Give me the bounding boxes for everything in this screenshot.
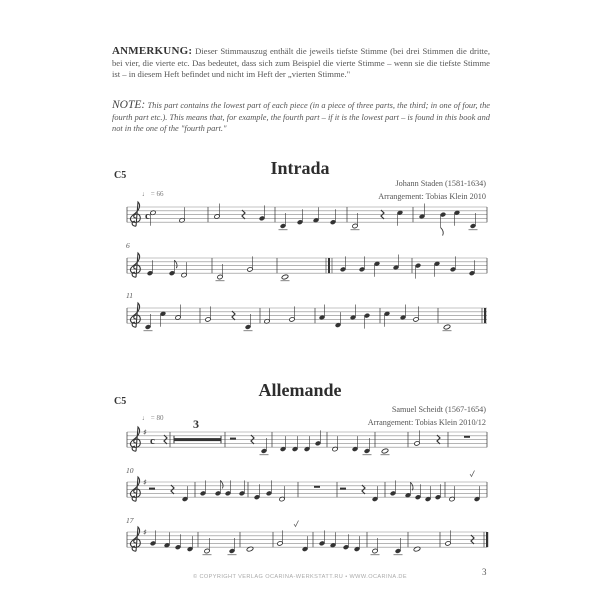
german-note-label: ANMERKUNG:	[112, 45, 193, 57]
arrangement: Arrangement: Tobias Klein 2010/12	[367, 417, 486, 427]
breath-mark-icon	[470, 471, 475, 477]
tempo-marking: ♩ = 80	[142, 414, 164, 422]
measure-number: 11	[126, 291, 133, 300]
english-note-label: NOTE:	[112, 99, 146, 111]
note-flag	[410, 482, 413, 490]
key-signature-sharp: ♯	[143, 478, 147, 487]
english-note-text: This part contains the lowest part of each piece (in a piece of three parts, the third; in one of four, the fourth part etc.). This means that, for example, the fourth part – if it is the lowest part – is found in this book and not in the one of the "fourth part."	[112, 101, 491, 133]
tempo-marking: ♩ = 66	[142, 190, 164, 198]
key-signature-sharp: ♯	[143, 528, 147, 537]
composer: Samuel Scheidt (1567-1654)	[391, 405, 486, 414]
measure-number: 10	[126, 466, 134, 475]
final-barline	[486, 532, 488, 547]
note-head	[381, 448, 389, 454]
repeat-barline	[328, 258, 330, 273]
multi-measure-rest	[174, 438, 221, 441]
note-head	[443, 324, 451, 330]
final-barline	[484, 308, 486, 323]
treble-clef-icon	[130, 202, 140, 226]
note-flag	[220, 480, 223, 488]
note-head	[281, 274, 289, 280]
arrangement: Arrangement: Tobias Klein 2010	[378, 191, 486, 201]
whole-rest	[464, 436, 470, 438]
page-number: 3	[482, 567, 487, 577]
treble-clef-icon	[130, 527, 140, 551]
note-flag	[441, 228, 444, 236]
german-note-text: Dieser Stimmauszug enthält die jeweils tiefste Stimme (bei drei Stimmen die dritte, bei vier, die vierte etc. Das bedeutet, dass sich zum Beispiel die vierte Stimme – wenn sie die tiefste Stimme ist – in diesem Heft befindet und nicht im Heft der „vierten Stimme."	[112, 46, 490, 79]
treble-clef-icon	[130, 303, 140, 327]
piece-title: Intrada	[270, 158, 330, 178]
note-flag	[174, 260, 177, 268]
whole-rest	[314, 486, 320, 488]
time-signature-common: c	[145, 210, 150, 222]
part-label: C5	[114, 396, 127, 407]
piece-title: Allemande	[258, 380, 342, 400]
copyright-footer: © COPYRIGHT VERLAG OCARINA-WERKSTATT.RU • WWW.OCARINA.DE	[192, 574, 408, 580]
multirest-count: 3	[193, 417, 199, 431]
key-signature-sharp: ♯	[143, 428, 147, 437]
measure-number: 6	[126, 241, 130, 250]
time-signature-common: c	[150, 435, 155, 447]
treble-clef-icon	[130, 253, 140, 277]
part-label: C5	[114, 170, 127, 181]
half-rest	[230, 438, 236, 440]
measure-number: 17	[126, 516, 134, 525]
treble-clef-icon	[130, 427, 140, 451]
breath-mark-icon	[294, 521, 299, 527]
composer: Johann Staden (1581-1634)	[395, 179, 486, 188]
treble-clef-icon	[130, 477, 140, 501]
half-rest	[340, 488, 346, 490]
half-rest	[149, 488, 155, 490]
